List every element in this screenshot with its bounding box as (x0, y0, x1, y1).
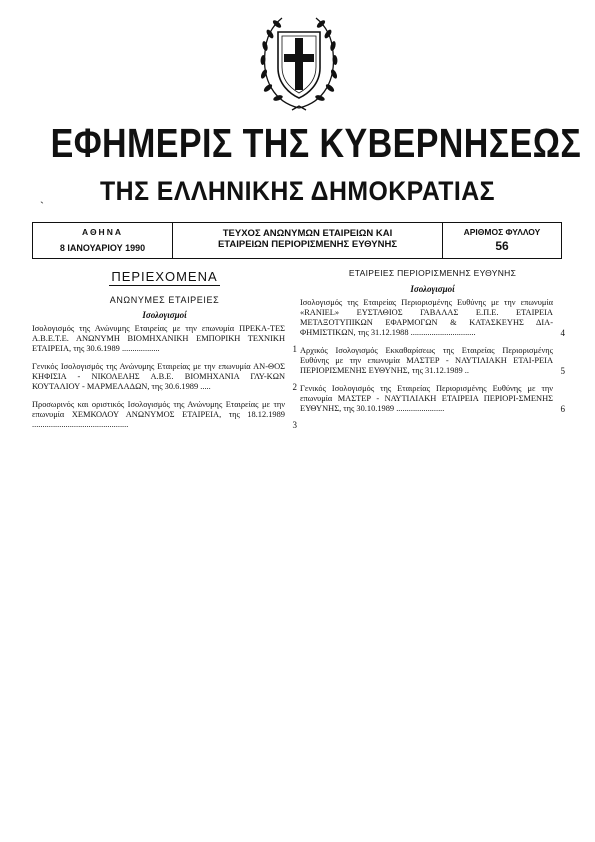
list-item (300, 298, 565, 338)
left-column (32, 268, 297, 430)
entry-text: Γενικός Ισολογισμός της Εταιρείας Περιορισμένης Ευθύνης με την επωνυμία ΜΑΣΤΕΡ - ΝΑΥΤΙΛΙΑΚΗ ΕΤΑΙΡΕΙΑ ΠΕΡΙΟΡΙ-ΣΜΕΝΗΣ ΕΥΘΥΝΗΣ, της 30.10.1989 ....................... (300, 384, 553, 413)
page-number: 5 (560, 366, 565, 376)
subsection-title: Ισολογισμοί (410, 284, 455, 294)
sheet-number: 56 (495, 239, 509, 253)
entry-text: Αρχικός Ισολογισμός Εκκαθαρίσεως της Εταιρείας Περιορισμένης Ευθύνης με την επωνυμία ΜΑΣΤΕΡ - ΝΑΥΤΙΛΙΑΚΗ ΕΤΑΙ-ΡΕΙΑ ΠΕΡΙΟΡΙΣΜΕΝΗΣ ΕΥΘΥΝΗΣ, της 31.12.1989 .. (300, 346, 553, 375)
entry-text: Προσωρινός και οριστικός Ισολογισμός της Ανώνυμης Εταιρείας με την επωνυμία ΧΕΜΚΟΛΟΥ ΑΝΩΝΥΜΟΣ ΕΤΑΙΡΕΙΑ, της 18.12.1989 .............................................. (32, 400, 285, 429)
stray-mark: ˏ (40, 190, 44, 204)
page-number: 4 (560, 328, 565, 338)
sheet-number-cell (443, 223, 561, 258)
entry-text: Ισολογισμός της Ανώνυμης Εταιρείας με την επωνυμία ΠΡΕΚΑ-ΤΕΣ Α.Β.Ε.Τ.Ε. ΑΝΩΝΥΜΗ ΒΙΟΜΗΧΑΝΙΚΗ ΕΜΠΟΡΙΚΗ ΤΕΧΝΙΚΗ ΕΤΑΙΡΕΙΑ, της 30.6.1989 .................. (32, 324, 285, 353)
list-item (300, 346, 565, 376)
list-item (32, 324, 297, 354)
page-number: 6 (560, 404, 565, 414)
masthead-title: ΕΦΗΜΕΡΙΣ ΤΗΣ ΚΥΒΕΡΝΗΣΕΩΣ (50, 120, 582, 166)
issue-date: 8 ΙΑΝΟΥΑΡΙΟΥ 1990 (59, 243, 146, 253)
issue-type-line2: ΕΤΑΙΡΕΙΩΝ ΠΕΡΙΟΡΙΣΜΕΝΗΣ ΕΥΘΥΝΗΣ (217, 239, 398, 250)
subsection-title: Ισολογισμοί (142, 310, 187, 320)
sheet-number-label: ΑΡΙΘΜΟΣ ΦΥΛΛΟΥ (463, 227, 541, 237)
city: ΑΘΗΝΑ (82, 227, 123, 237)
section-title: ΑΝΩΝΥΜΕΣ ΕΤΑΙΡΕΙΕΣ (109, 295, 220, 305)
page-number: 2 (292, 382, 297, 392)
masthead-subtitle: ΤΗΣ ΕΛΛΗΝΙΚΗΣ ΔΗΜΟΚΡΑΤΙΑΣ (100, 176, 495, 206)
place-date-cell (33, 223, 173, 258)
issue-info-box (32, 222, 562, 259)
entry-text: Ισολογισμός της Εταιρείας Περιορισμένης Ευθύνης με την επωνυμία «RANIEL» ΕΥΣΤΑΘΙΟΣ ΓΑΒΑΛΑΣ Ε.Π.Ε. ΕΤΑΙΡΕΙΑ ΜΕΤΑΞΟΤΥΠΙΚΩΝ ΕΦΑΡΜΟΓΩΝ & ΚΑΤΑΣΚΕΥΗΣ ΔΙΑ-ΦΗΜΙΣΤΙΚΩΝ, της 31.12.1988 ............................... (300, 298, 553, 337)
entry-text: Γενικός Ισολογισμός της Ανώνυμης Εταιρείας με την επωνυμία ΑΝ-ΘΟΣ ΚΗΦΙΣΙΑ - ΝΙΚΟΛΕΛΗΣ Α.Β.Ε. ΒΙΟΜΗΧΑΝΙΑ ΓΛΥ-ΚΩΝ ΚΟΥΤΑΛΙΟΥ - ΜΑΡΜΕΛΑΔΩΝ, της 30.6.1989 ..... (32, 362, 285, 391)
list-item (32, 400, 297, 430)
list-item (300, 384, 565, 414)
contents-heading: ΠΕΡΙΕΧΟΜΕΝΑ (111, 269, 218, 284)
issue-type-cell (173, 223, 443, 258)
section-title: ΕΤΑΙΡΕΙΕΣ ΠΕΡΙΟΡΙΣΜΕΝΗΣ ΕΥΘΥΝΗΣ (348, 268, 517, 278)
page-number: 1 (292, 344, 297, 354)
issue-type-line1: ΤΕΥΧΟΣ ΑΝΩΝΥΜΩΝ ΕΤΑΙΡΕΙΩΝ ΚΑΙ (222, 228, 393, 239)
right-column (300, 268, 565, 414)
page-number: 3 (292, 420, 297, 430)
list-item (32, 362, 297, 392)
coat-of-arms-emblem (256, 10, 342, 114)
